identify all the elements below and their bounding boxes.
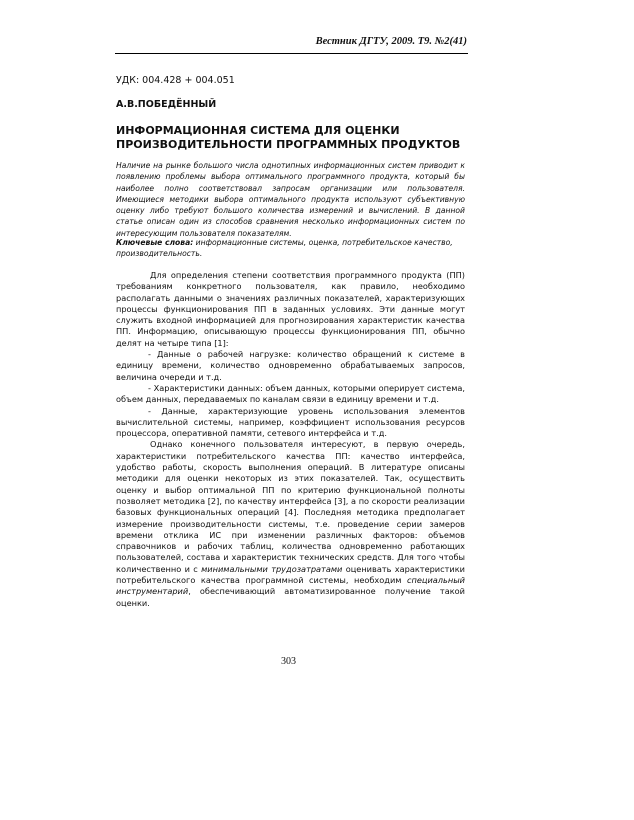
- list-item-resource-usage: - Данные, характеризующие уровень использования элементов вычислительной системы, например, коэффициент использования ресурсов процессора, оперативной памяти, сетевого интерфейса и т.д.: [116, 405, 465, 439]
- paragraph-1: Для определения степени соответствия программного продукта (ПП) требованиям конкретного пользователя, как правило, необходимо располагать данными о значениях различных показателей, характеризующих процессы функционирования ПП в заданных условиях. Эти данные могут служить входной информацией для прогнозирования характеристик качества ПП. Информацию, описывающую процессы функционирования ПП, обычно делят на четыре типа [1]:: [116, 270, 465, 348]
- header-rule: [115, 53, 468, 54]
- article-title-line-2: ПРОИЗВОДИТЕЛЬНОСТИ ПРОГРАММНЫХ ПРОДУКТОВ: [116, 138, 461, 151]
- abstract: Наличие на рынке большого числа однотипных информационных систем приводит к появлению проблемы выбора оптимального программного продукта, который бы наиболее полно соответствовал запросам организации или пользователя. Имеющиеся методики выбора оптимального продукта используют субъективную оценку либо требуют большого количества измерений и вычислений. В данной статье описан один из способов сравнения несколько информационных систем по интересующим пользователя показателям.: [116, 161, 465, 238]
- article-title: [116, 124, 476, 152]
- keywords-text: информационные системы, оценка, потребительское качество, производительность.: [116, 238, 453, 259]
- page-number: 303: [281, 656, 296, 667]
- paragraph-2-part-2: оценивать характеристики потребительского качества программной системы, необходим: [116, 563, 465, 586]
- journal-header: Вестник ДГТУ, 2009. Т9. №2(41): [315, 36, 467, 47]
- article-body: [116, 270, 465, 609]
- paragraph-2-part-3: , обеспечивающий автоматизированное получение такой оценки.: [116, 586, 465, 608]
- article-title-line-1: ИНФОРМАЦИОННАЯ СИСТЕМА ДЛЯ ОЦЕНКИ: [116, 124, 400, 137]
- paragraph-2-part-1: Однако конечного пользователя интересуют, в первую очередь, характеристики потребительского качества ПП: качество интерфейса, удобство работы, скорость выполнения операций. В литературе описаны методики для оценки некоторых из этих показателей. Так, осуществить оценку и выбор оптимальной ПП по критерию функциональной полноты позволяет методика [2], по качеству интерфейса [3], а по скорости реализации базовых функциональных операций [4]. Последняя методика предполагает измерение производительности системы, т.е. проведение серии замеров времени отклика ИС при изменении различных факторов: объемов справочников и рабочих таблиц, количества одновременно работающих пользователей, состава и характеристик технических средств. Для того чтобы количественно и с: [116, 439, 465, 574]
- emphasis-special-tools: специальный инструментарий: [116, 575, 465, 597]
- keywords: [116, 237, 465, 260]
- author-name: А.В.ПОБЕДЁННЫЙ: [116, 99, 217, 110]
- udk-code: УДК: 004.428 + 004.051: [116, 75, 235, 86]
- keywords-label: Ключевые слова:: [116, 238, 194, 247]
- paragraph-2: [116, 439, 465, 608]
- list-item-workload: - Данные о рабочей нагрузке: количество обращений к системе в единицу времени, количество одновременно обрабатываемых запросов, величина очереди и т.д.: [116, 349, 465, 382]
- emphasis-min-effort: минимальными трудозатратами: [201, 563, 343, 574]
- list-item-data-characteristics: - Характеристики данных: объем данных, которыми оперирует система, объем данных, передаваемых по каналам связи в единицу времени и т.д.: [116, 382, 465, 405]
